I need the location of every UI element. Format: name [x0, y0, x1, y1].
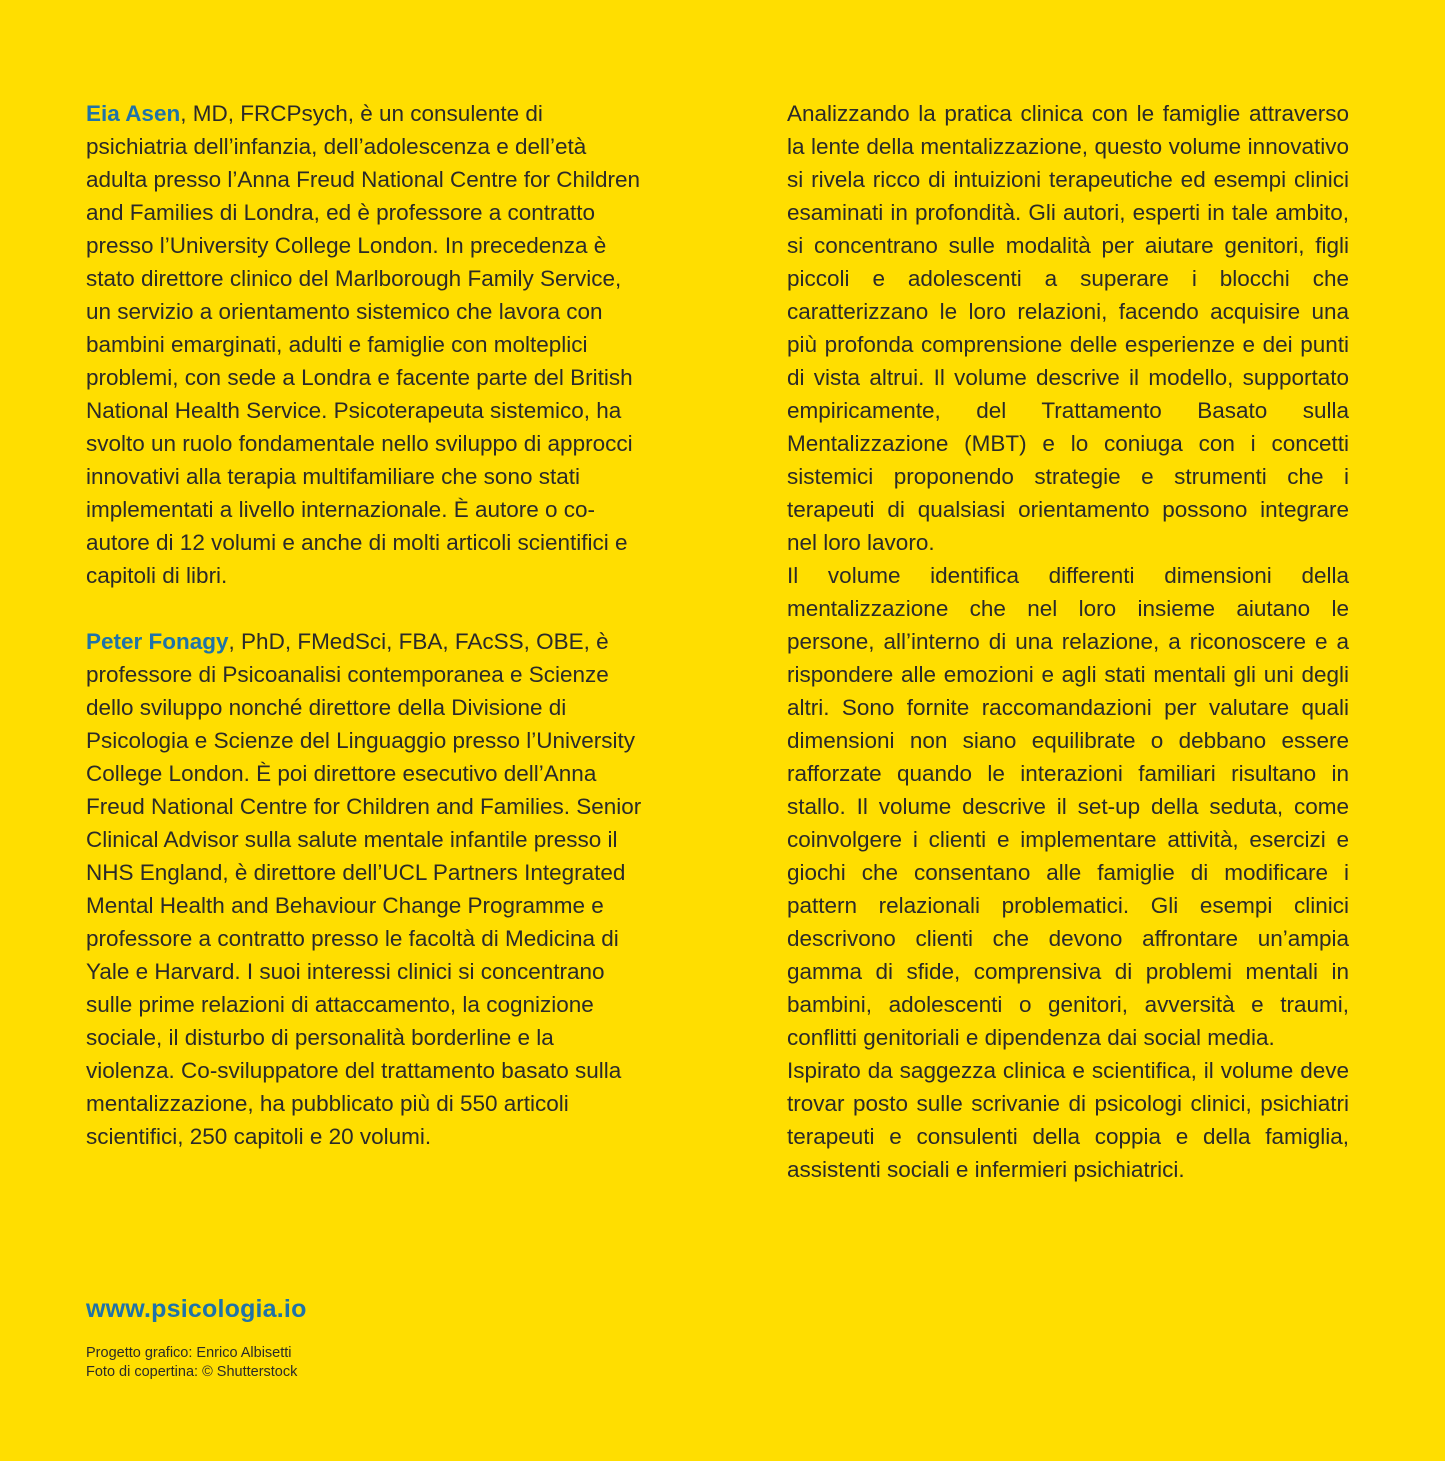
description-paragraph-3: Ispirato da saggezza clinica e scientifica, il volume deve trovar posto sulle scrivanie di psicologi clinici, psichiatri terapeuti e consulenti della coppia e della famiglia, assistenti sociali e infermieri psichiatrici. — [787, 1058, 1349, 1182]
credits — [86, 1344, 297, 1382]
author-name-fonagy: Peter Fonagy — [86, 629, 229, 654]
description-paragraph-2: Il volume identifica differenti dimensioni della mentalizzazione che nel loro insieme aiutano le persone, all’interno di una relazione, a riconoscere e a rispondere alle emozioni e agli stati mentali gli uni degli altri. Sono fornite raccomandazioni per valutare quali dimensioni non siano equilibrate o debbano essere rafforzate quando le interazioni familiari risultano in stallo. Il volume descrive il set-up della seduta, come coinvolgere i clienti e implementare attività, esercizi e giochi che consentano alle famiglie di modificare i pattern relazionali problematici. Gli esempi clinici descrivono clienti che devono affrontare un’ampia gamma di sfide, comprensiva di problemi mentali in bambini, adolescenti o genitori, avversità e traumi, conflitti genitoriali e dipendenza dai social media. — [787, 563, 1349, 1050]
website-link[interactable]: www.psicologia.io — [86, 1295, 307, 1323]
author-name-asen: Eia Asen — [86, 101, 181, 126]
author-bio-asen — [86, 97, 646, 592]
book-description-column — [787, 97, 1349, 1186]
credit-design: Progetto grafico: Enrico Albisetti — [86, 1345, 292, 1361]
author-bio-asen-text: , MD, FRCPsych, è un consulente di psichiatria dell’infanzia, dell’adolescenza e dell’età adulta presso l’Anna Freud National Centre for Children and Families di Londra, ed è professore a contratto presso l’University College London. In precedenza è stato direttore clinico del Marlborough Family Service, un servizio a orientamento sistemico che lavora con bambini emarginati, adulti e famiglie con molteplici problemi, con sede a Londra e facente parte del British National Health Service. Psicoterapeuta sistemico, ha svolto un ruolo fondamentale nello sviluppo di approcci innovativi alla terapia multifamiliare che sono stati implementati a livello internazionale. È autore o co-autore di 12 volumi e anche di molti articoli scientifici e capitoli di libri. — [86, 101, 641, 588]
description-paragraph-1: Analizzando la pratica clinica con le famiglie attraverso la lente della mentalizzazione, questo volume innovativo si rivela ricco di intuizioni terapeutiche ed esempi clinici esaminati in profondità. Gli autori, esperti in tale ambito, si concentrano sulle modalità per aiutare genitori, figli piccoli e adolescenti a superare i blocchi che caratterizzano le loro relazioni, facendo acquisire una più profonda comprensione delle esperienze e dei punti di vista altrui. Il volume descrive il modello, supportato empiricamente, del Trattamento Basato sulla Mentalizzazione (MBT) e lo coniuga con i concetti sistemici proponendo strategie e strumenti che i terapeuti di qualsiasi orientamento possono integrare nel loro lavoro. — [787, 101, 1349, 555]
author-bio-fonagy — [86, 625, 646, 1153]
credit-photo: Foto di copertina: © Shutterstock — [86, 1364, 298, 1380]
author-bio-fonagy-text: , PhD, FMedSci, FBA, FAcSS, OBE, è professore di Psicoanalisi contemporanea e Scienze dello sviluppo nonché direttore della Divisione di Psicologia e Scienze del Linguaggio presso l’University College London. È poi direttore esecutivo dell’Anna Freud National Centre for Children and Families. Senior Clinical Advisor sulla salute mentale infantile presso il NHS England, è direttore dell’UCL Partners Integrated Mental Health and Behaviour Change Programme e professore a contratto presso le facoltà di Medicina di Yale e Harvard. I suoi interessi clinici si concentrano sulle prime relazioni di attaccamento, la cognizione sociale, il disturbo di personalità borderline e la violenza. Co-sviluppatore del trattamento basato sulla mentalizzazione, ha pubblicato più di 550 articoli scientifici, 250 capitoli e 20 volumi. — [86, 629, 642, 1149]
author-bios-column — [86, 97, 646, 1153]
